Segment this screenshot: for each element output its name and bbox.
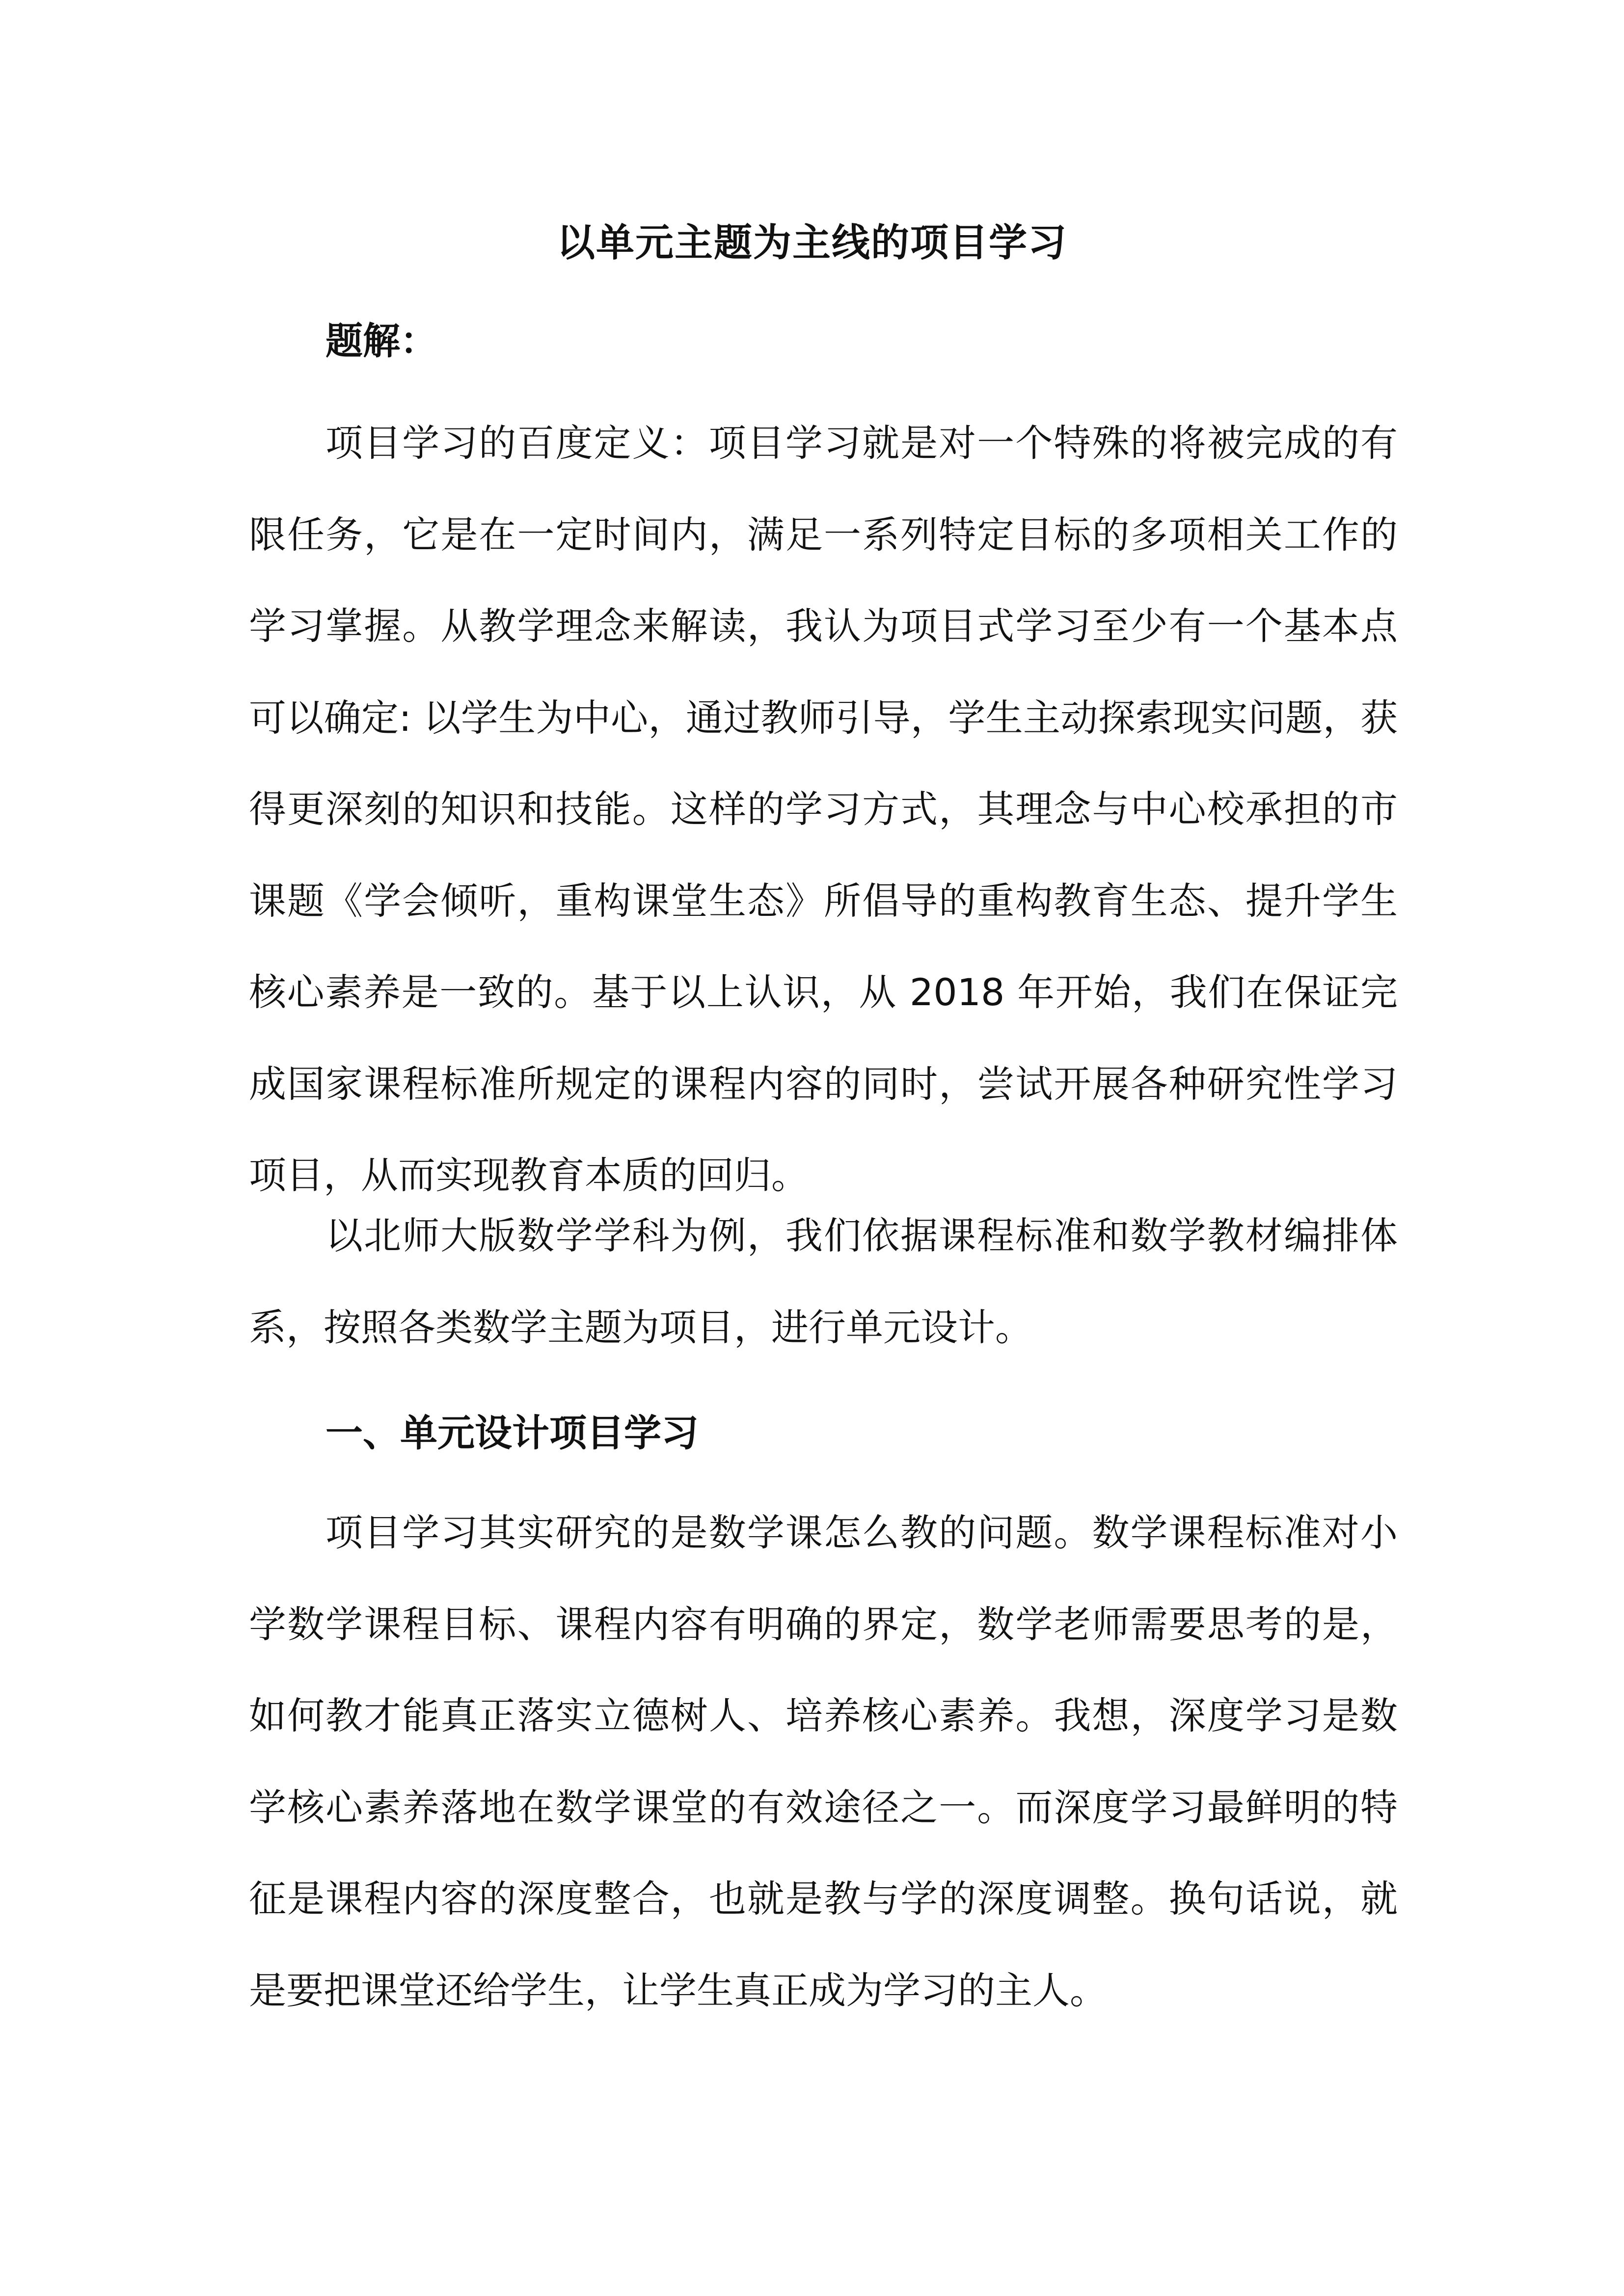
- paragraph-definition: 项目学习的百度定义：项目学习就是对一个特殊的将被完成的有限任务，它是在一定时间内，满足一系列特定目标的多项相关工作的学习掌握。从教学理念来解读，我认为项目式学习至少有一个基本点可以确定: 以学生为中心，通过教师引导，学生主动探索现实问题，获得更深刻的知识和技能。这样的学习方式，其理念与中心校承担的市课题《学会倾听，重构课堂生态》所倡导的重构教育生态、提升学生核心素养是一致的。基于以上认识，从 2018 年开始，我们在保证完成国家课程标准所规定的课程内容的同时，尝试开展各种研究性学习项目，从而实现教育本质的回归。: [249, 421, 1398, 1197]
- document-title: 以单元主题为主线的项目学习: [556, 221, 1067, 265]
- section-heading-tijie: 题解：: [325, 319, 437, 363]
- paragraph-example: 以北师大版数学学科为例，我们依据课程标准和数学教材编排体系，按照各类数学主题为项目，进行单元设计。: [249, 1214, 1398, 1349]
- paragraph-unit-design: 项目学习其实研究的是数学课怎么教的问题。数学课程标准对小学数学课程目标、课程内容有明确的界定，数学老师需要思考的是，如何教才能真正落实立德树人、培养核心素养。我想，深度学习是数学核心素养落地在数学课堂的有效途径之一。而深度学习最鲜明的特征是课程内容的深度整合，也就是教与学的深度调整。换句话说，就是要把课堂还给学生，让学生真正成为学习的主人。: [249, 1511, 1398, 2012]
- section-heading-unit-design: 一、单元设计项目学习: [325, 1411, 699, 1455]
